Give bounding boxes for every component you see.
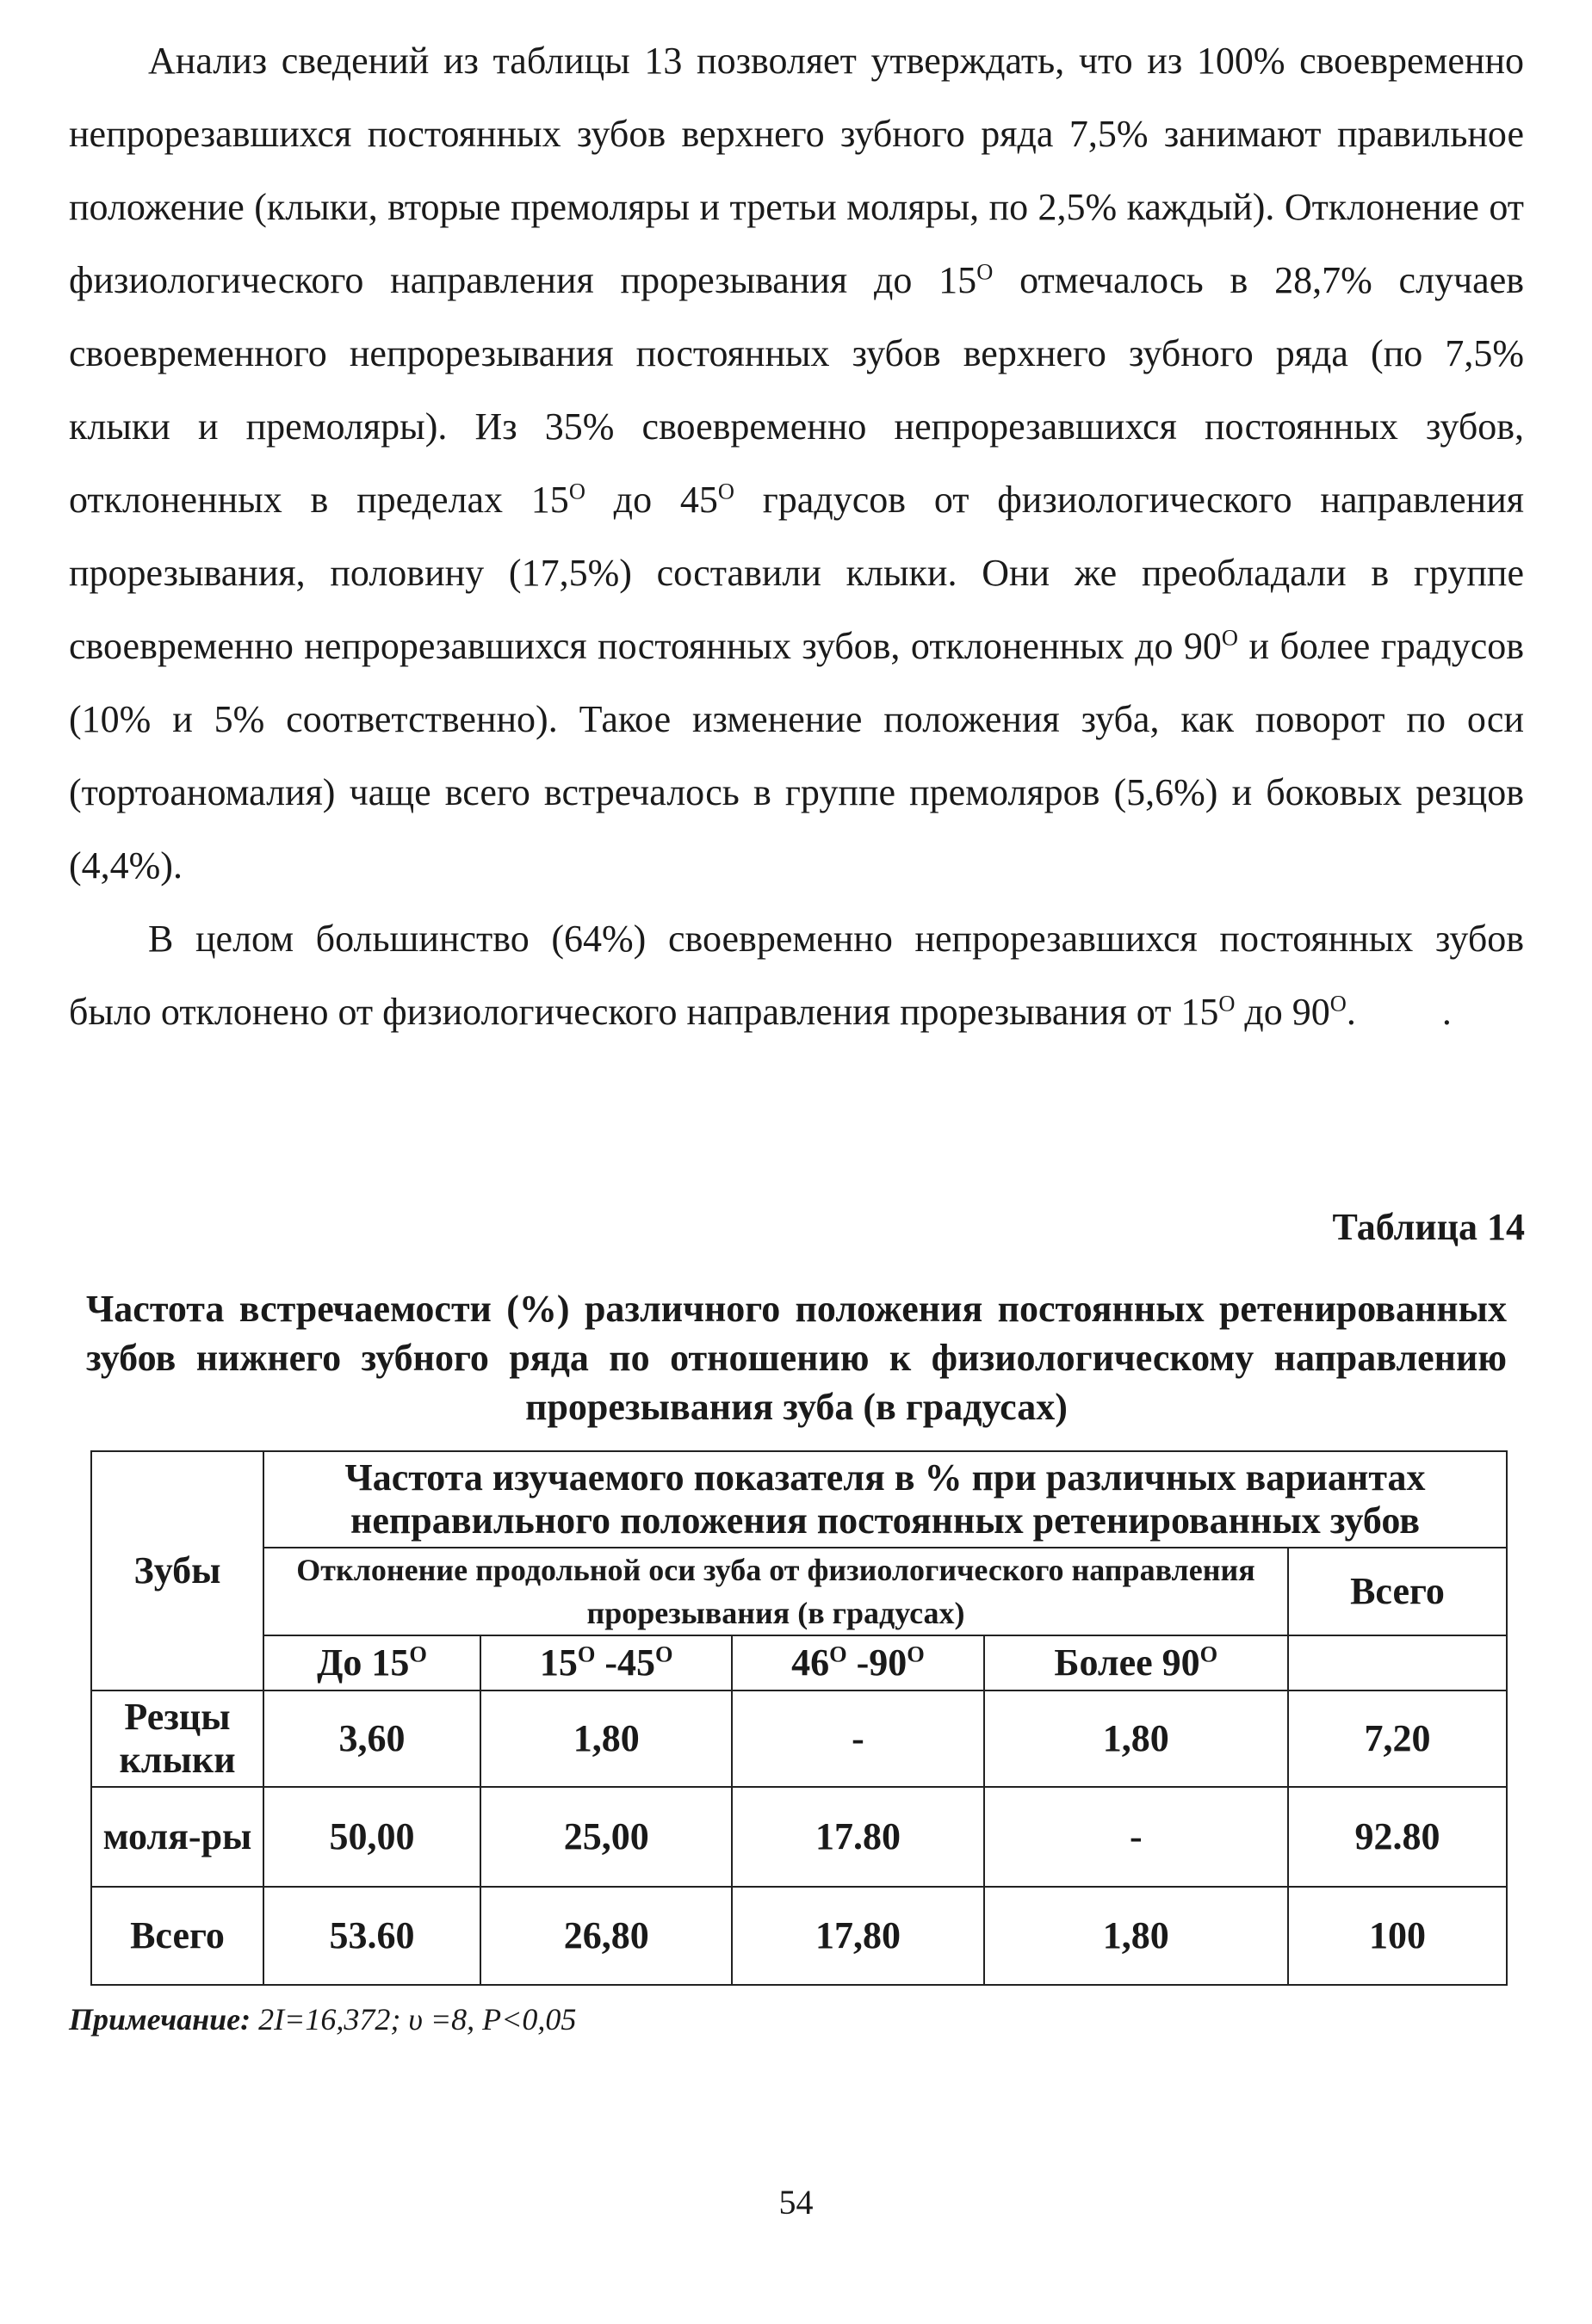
range-header <box>984 1635 1288 1690</box>
table-cell: 53.60 <box>263 1887 480 1985</box>
table-cell: 1,80 <box>984 1887 1288 1985</box>
range-header <box>732 1635 983 1690</box>
table-note <box>69 2001 576 2037</box>
degree-sup: О <box>577 1641 596 1667</box>
degree-sup: О <box>1218 990 1236 1017</box>
degree-sup: О <box>976 258 994 285</box>
page-number: 54 <box>778 2183 814 2222</box>
table-row <box>91 1690 1507 1787</box>
table-cell: - <box>984 1787 1288 1887</box>
row-label: Всего <box>91 1887 263 1985</box>
table-header-row <box>91 1635 1507 1690</box>
table-row <box>91 1887 1507 1985</box>
data-table <box>90 1450 1508 1986</box>
paragraph-1 <box>69 24 1524 902</box>
text-span: градусов от физиологического направления прорезывания, половину (17,5%) составили клыки. Они же преобладали в группе своевременно непрорезавшихся постоянных зубов, отклоненных до 90 <box>69 479 1524 667</box>
table-cell: 1,80 <box>984 1690 1288 1787</box>
range-text: 46 <box>791 1641 830 1684</box>
table-cell: 92.80 <box>1288 1787 1507 1887</box>
text-span: . <box>1346 991 1356 1033</box>
header-teeth: Зубы <box>91 1451 263 1690</box>
table-caption: Частота встречаемости (%) различного положения постоянных ретенированных зубов нижнего зубного ряда по отношению к физиологическому направлению прорезывания зуба (в градусах) <box>86 1288 1507 1428</box>
table-cell: 25,00 <box>480 1787 732 1887</box>
note-text: 2I=16,372; υ =8, P<0,05 <box>251 2002 577 2037</box>
degree-sup: О <box>655 1641 673 1667</box>
degree-sup: О <box>568 478 585 504</box>
degree-sup: О <box>1221 624 1238 651</box>
table-cell: 17.80 <box>732 1787 983 1887</box>
table-header-row <box>91 1548 1507 1635</box>
row-label: моля-ры <box>91 1787 263 1887</box>
table-label: Таблица 14 <box>1332 1206 1525 1248</box>
range-header <box>480 1635 732 1690</box>
text-span: отмечалось в 28,7% случаев своевременного непрорезывания постоянных зубов верхнего зубного ряда (по 7,5% клыки и премоляры). Из 35% своевременно непрорезавшихся постоянных зубов, отклоненных в пределах 15 <box>69 259 1525 521</box>
table-cell: 1,80 <box>480 1690 732 1787</box>
degree-sup: О <box>1199 1641 1218 1667</box>
table-row <box>91 1787 1507 1887</box>
text-span: В целом большинство (64%) своевременно непрорезавшихся постоянных зубов было отклонено от физиологического направления прорезывания от 15 <box>69 918 1524 1033</box>
table-cell: 17,80 <box>732 1887 983 1985</box>
table-cell: 26,80 <box>480 1887 732 1985</box>
table-header-row <box>91 1451 1507 1548</box>
range-text: 15 <box>539 1641 578 1684</box>
note-label: Примечание: <box>69 2002 251 2037</box>
degree-sup: О <box>829 1641 847 1667</box>
range-text: -45 <box>595 1641 656 1684</box>
header-main: Частота изучаемого показателя в % при различных вариантах неправильного положения постоянных ретенированных зубов <box>263 1451 1507 1548</box>
range-text: Более 90 <box>1054 1641 1200 1684</box>
paragraph-2 <box>69 902 1524 1048</box>
text-span: и более градусов (10% и 5% соответственно). Такое изменение положения зуба, как поворот по оси (тортоаномалия) чаще всего встречалось в группе премоляров (5,6%) и боковых резцов (4,4%). <box>69 625 1524 887</box>
range-text: До 15 <box>317 1641 410 1684</box>
degree-sup: О <box>409 1641 427 1667</box>
header-total: Всего <box>1288 1548 1507 1635</box>
degree-sup: О <box>1329 990 1347 1017</box>
range-header <box>263 1635 480 1690</box>
header-deviation: Отклонение продольной оси зуба от физиологического направления прорезывания (в градусах) <box>263 1548 1288 1635</box>
body-text <box>69 24 1524 1048</box>
empty-cell <box>1288 1635 1507 1690</box>
degree-sup: О <box>717 478 734 504</box>
table-cell: 3,60 <box>263 1690 480 1787</box>
table-cell: 100 <box>1288 1887 1507 1985</box>
text-span: до 45 <box>585 479 718 521</box>
range-text: -90 <box>846 1641 908 1684</box>
text-span: до 90 <box>1235 991 1330 1033</box>
table-cell: 7,20 <box>1288 1690 1507 1787</box>
table-cell: 50,00 <box>263 1787 480 1887</box>
degree-sup: О <box>907 1641 925 1667</box>
text-span: Анализ сведений из таблицы 13 позволяет утверждать, что из 100% своевременно непрорезавшихся постоянных зубов верхнего зубного ряда 7,5% занимают правильное положение (клыки, вторые премоляры и третьи моляры, по 2,5% каждый). Отклонение от физиологического направления прорезывания до 15 <box>69 40 1524 301</box>
stray-dot: . <box>1441 991 1452 1033</box>
row-label: Резцы клыки <box>91 1690 263 1787</box>
table-cell: - <box>732 1690 983 1787</box>
